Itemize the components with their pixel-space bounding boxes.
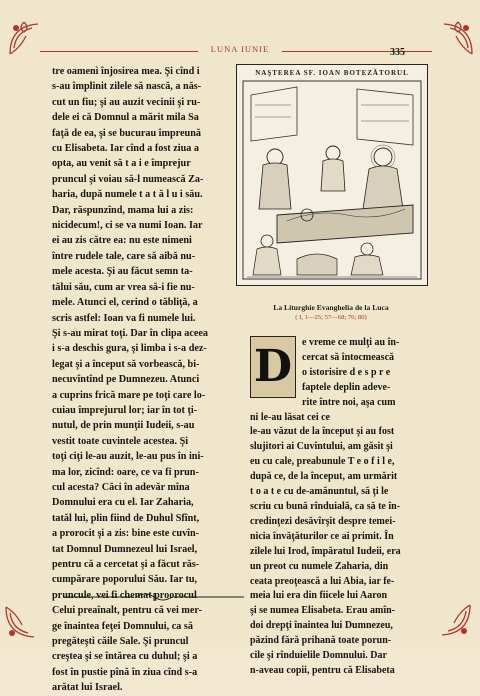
text-line: n-aveau copii, pentru că Elisabeta [250,664,395,676]
text-line: doi drepţi înaintea lui Dumnezeu, [250,620,393,632]
text-line: zilele lui Irod, împăratul Iudeii, era [250,545,401,557]
text-line: o istorisire d e s p r e [302,366,391,378]
text-line: opta, au venit să t a i e împrejur [52,158,191,170]
text-line: toţi ciţi le-au auzit, le-au pus în ini- [52,451,204,463]
text-line: tre oamenì înjosirea mea. Şi cînd i [52,66,200,77]
text-line: nutul, de prin munţii Iudeii, s-au [52,420,195,432]
ornament-corner-icon [2,603,42,643]
text-line: nicidecum!, ci se va numi Ioan. Iar [52,220,203,232]
caption-reference: ( I, 1—25; 57—68; 76; 80) [295,314,367,321]
text-line: ma lor, zicînd: oare, ce va fi prun- [52,466,199,478]
dropcap-letter: D [253,340,293,392]
text-line: cu Elisabeta. Iar cînd a fost ziua a [52,143,199,155]
ornament-divider-icon [64,592,244,602]
text-line: eu cu cale, preabunule T e o f i l e, [250,456,395,468]
header-rule [40,51,198,52]
text-line: Celui preaînalt, pentru că vei mer- [52,605,202,617]
text-line: tat Domnul Dumnezeul lui Israel, [52,543,198,555]
ornament-corner-icon [6,18,46,58]
text-line: legat şi a început să vorbească, bi- [52,358,200,370]
text-line: faptele deplin adeve- [302,381,391,393]
text-line: tălui său, cum ar vrea să-i fie nu- [52,281,195,293]
figure-title: NAŞTEREA SF. IOAN BOTEZĂTORUL [255,69,409,77]
nativity-illustration [236,64,428,286]
text-line: Domnului era cu el. Iar Zaharia, [52,497,194,509]
text-line: scris astfel: Ioan va fi numele lui. [52,312,196,324]
text-line: cumpărare poporului Său. Iar tu, [52,574,198,586]
text-line: i s-a deschis gura, şi limba i s-a dez- [52,343,207,355]
running-head: LUNA IUNIE [210,44,270,54]
text-line: un preot cu numele Zaharia, din [250,560,389,572]
text-line: credinţezi desăvîrşit despre temei- [250,515,396,527]
text-line: pentru că a cercetat şi a făcut răs- [52,559,200,570]
text-line: pregăteşti căile Sale. Şi pruncul [52,636,189,648]
illustration-caption: La Liturghie Evanghelia de la Luca [273,303,389,312]
engraving-drawing [237,65,427,285]
text-line: Şi s-au mirat toţi. Dar în clipa aceea [52,327,209,339]
text-line: dele ei că Domnul a mărit mila Sa [52,112,199,124]
text-line: haria, după numele t a t ă l u i său. [52,189,203,201]
text-line: pruncule, vei fi chemat proorocul [52,589,197,601]
text-line: a cuprins frică mare pe toţi care lo- [52,389,206,401]
ornament-corner-icon [436,18,476,58]
text-line: cul acesta? Căci în adevăr mîna [52,481,190,493]
text-line: ni le-au lăsat cei ce [250,411,330,423]
header-rule [282,51,432,52]
text-line: scriu cu bună rînduială, ca să te în- [250,500,401,512]
text-line: între rudele tale, care să aibă nu- [52,250,196,262]
text-line: mele acesta. Şi au făcut semn ta- [52,266,193,278]
text-line: meia lui era din fiicele lui Aaron [250,590,388,602]
text-line: creştea şi se întărea cu duhul; şi a [52,651,198,663]
text-line: ceata preoţească a lui Abia, iar fe- [250,575,395,587]
text-line: cercat să întocmească [302,351,395,363]
text-line: faţă de ea, şi se bucurau împreună [52,127,201,139]
text-line: ei au zis către ea: nu este nimeni [52,235,192,247]
text-line: e vreme ce mulţi au în- [302,337,400,348]
ornament-corner-icon [434,601,474,641]
text-line: cile şi rînduielile Domnului. Dar [250,650,387,662]
dropcap-initial [250,336,296,398]
text-line: slujitori ai Cuvîntului, am găsit şi [250,441,393,453]
text-line: cuiau împrejurul lor; iar în tot ţi- [52,404,198,416]
text-line: vestit toate cuvintele acestea. Şi [52,435,189,447]
text-line: le-au văzut de la început şi au fost [250,426,395,438]
text-line: Dar, răspunzînd, mama lui a zis: [52,204,194,216]
text-line: nicia învăţăturilor ce ai primit. În [250,530,394,542]
right-column-text [250,336,430,679]
text-line: s-au împlinit zilele să nască, a năs- [52,81,202,93]
text-line: fost în pustie pînă în ziua cînd s-a [52,666,198,678]
page-number: 335 [390,47,405,58]
text-line: tatăl lui, plin fiind de Duhul Sfînt, [52,512,200,524]
text-line: pruncul şi voiau să-l numească Za- [52,173,204,185]
text-line: şi se numea Elisabeta. Erau amîn- [250,605,396,617]
text-line: după ce, de la început, am urmărit [250,471,398,483]
text-line: rite între noi, aşa cum [302,396,396,408]
text-line: t o a t e cu de-amănuntul, să ţi le [250,486,389,498]
text-line: a prorocit şi a zis: bine este cuvîn- [52,528,200,540]
text-line: cut un fiu; şi au auzit vecinii şi ru- [52,96,201,108]
text-line: păzind fără prihană toate porun- [250,635,392,647]
text-line: mele. Atunci el, cerind o tăbliţă, a [52,297,198,309]
text-line: arătat lui Israel. [52,682,123,694]
text-line: ge înaintea feţei Domnului, ca să [52,620,193,632]
text-line: necuvîntînd pe Dumnezeu. Atunci [52,374,200,386]
